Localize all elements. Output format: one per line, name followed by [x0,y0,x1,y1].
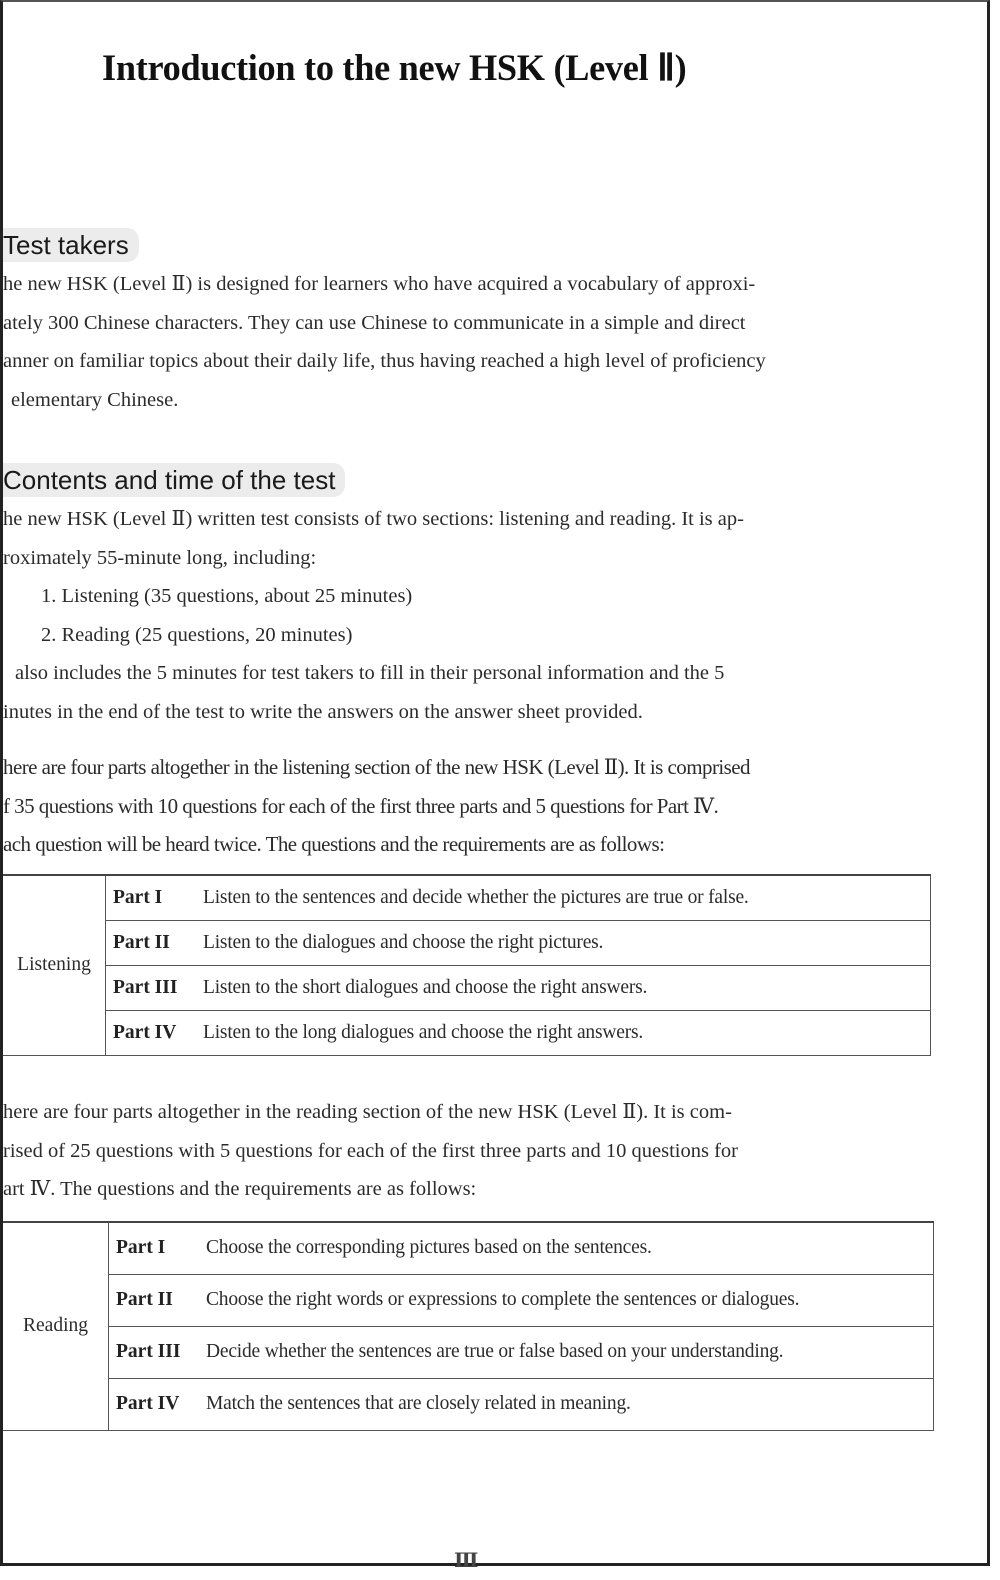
part-label: Part I [109,1222,207,1274]
part-description: Listen to the dialogues and choose the right pictures. [203,920,931,965]
section-heading-test-takers: Test takers [3,228,139,262]
table-row [3,1378,934,1430]
text-line: elementary Chinese. [11,388,179,411]
part-label: Part I [106,875,204,920]
part-label: Part II [109,1274,207,1326]
text-line: art Ⅳ. The questions and the requirements are as follows: [3,1178,477,1200]
reading-intro-paragraph [3,1093,933,1209]
table-row [3,965,931,1010]
text-line: ately 300 Chinese characters. They can use Chinese to communicate in a simple and direct [3,311,746,334]
part-label: Part III [109,1326,207,1378]
text-line: here are four parts altogether in the reading section of the new HSK (Level Ⅱ). It is com- [3,1101,732,1123]
list-item-listening: 1. Listening (35 questions, about 25 minutes) [41,585,413,607]
part-label: Part III [106,965,204,1010]
table-row [3,920,931,965]
text-line: here are four parts altogether in the listening section of the new HSK (Level Ⅱ). It is comprised [3,755,751,779]
part-description: Decide whether the sentences are true or false based on your understanding. [206,1326,934,1378]
page-title: Introduction to the new HSK (Level Ⅱ) [102,48,687,89]
text-line: he new HSK (Level Ⅱ) is designed for learners who have acquired a vocabulary of approxi- [3,273,756,295]
text-line: also includes the 5 minutes for test takers to fill in their personal information and the 5 [15,662,725,684]
part-label: Part II [106,920,204,965]
text-line: f 35 questions with 10 questions for each of the first three parts and 5 questions for Part Ⅳ. [3,793,719,818]
section-label-listening: Listening [3,875,106,1055]
section-heading-contents: Contents and time of the test [3,463,345,497]
table-row [3,1326,934,1378]
text-line: ach question will be heard twice. The questions and the requirements are as follows: [3,832,665,856]
part-description: Match the sentences that are closely related in meaning. [206,1378,934,1430]
part-label: Part IV [106,1010,204,1055]
part-description: Choose the right words or expressions to complete the sentences or dialogues. [206,1274,934,1326]
part-label: Part IV [109,1378,207,1430]
test-takers-paragraph [3,265,933,419]
page-number: Ⅲ [454,1550,479,1572]
text-line: anner on familiar topics about their daily life, thus having reached a high level of proficiency [3,350,766,372]
text-line: inutes in the end of the test to write the answers on the answer sheet provided. [3,700,643,723]
list-item-reading: 2. Reading (25 questions, 20 minutes) [41,623,353,646]
text-line: rised of 25 questions with 5 questions for each of the first three parts and 10 questions for [3,1139,738,1162]
text-line: roximately 55-minute long, including: [3,546,317,569]
text-line: he new HSK (Level Ⅱ) written test consists of two sections: listening and reading. It is ap- [3,508,744,530]
table-row [3,1274,934,1326]
listening-intro-paragraph [3,748,933,864]
contents-paragraph [3,500,933,731]
section-label-reading: Reading [3,1222,109,1430]
listening-requirements-table [3,874,931,1056]
table-row [3,1010,931,1055]
table-row [3,875,931,920]
part-description: Listen to the long dialogues and choose the right answers. [203,1010,931,1055]
part-description: Choose the corresponding pictures based on the sentences. [206,1222,934,1274]
table-row [3,1222,934,1274]
part-description: Listen to the short dialogues and choose the right answers. [203,965,931,1010]
reading-requirements-table [3,1221,934,1431]
part-description: Listen to the sentences and decide whether the pictures are true or false. [203,875,931,920]
